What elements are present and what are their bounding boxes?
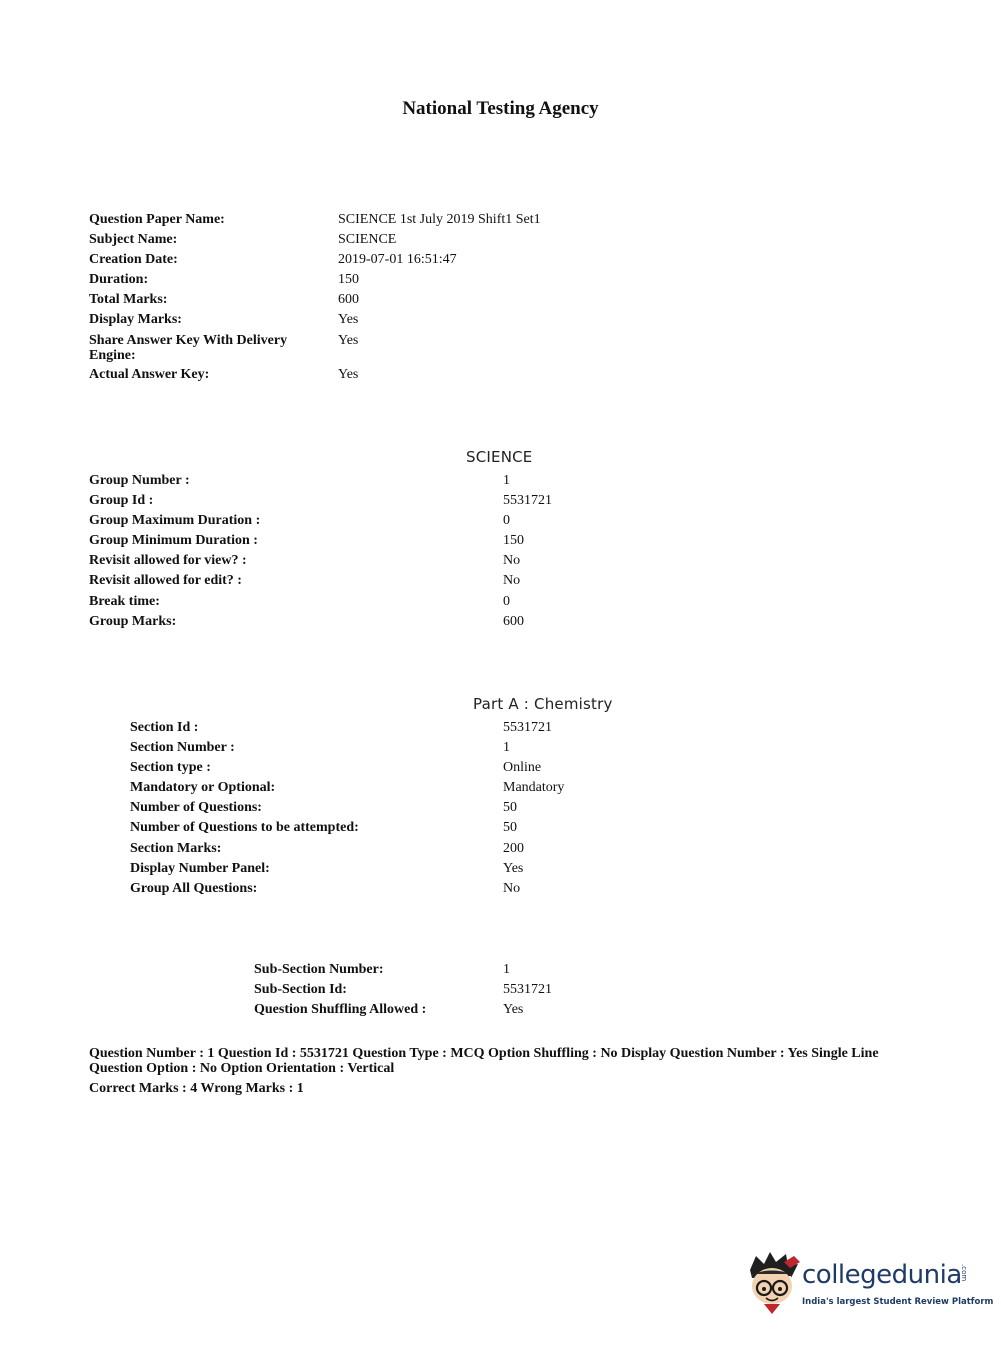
- group-number-label: Group Number :: [89, 473, 190, 488]
- number-panel-label: Display Number Panel:: [130, 861, 270, 876]
- group-id-value: 5531721: [503, 493, 552, 508]
- revisit-edit-label: Revisit allowed for edit? :: [89, 573, 242, 588]
- section-type-label: Section type :: [130, 760, 211, 775]
- group-id-label: Group Id :: [89, 493, 154, 508]
- subsection-number-label: Sub-Section Number:: [254, 962, 384, 977]
- question-marks-line: Correct Marks : 4 Wrong Marks : 1: [89, 1081, 304, 1096]
- paper-name-value: SCIENCE 1st July 2019 Shift1 Set1: [338, 212, 541, 227]
- revisit-view-value: No: [503, 553, 521, 568]
- subsection-id-value: 5531721: [503, 982, 552, 997]
- group-min-duration-label: Group Minimum Duration :: [89, 533, 258, 548]
- group-number-value: 1: [503, 473, 510, 488]
- subsection-number-value: 1: [503, 962, 510, 977]
- section-number-value: 1: [503, 740, 510, 755]
- share-answer-key-value: Yes: [338, 333, 359, 348]
- collegedunia-logo: [742, 1248, 994, 1318]
- break-time-value: 0: [503, 594, 510, 609]
- subsection-id-label: Sub-Section Id:: [254, 982, 347, 997]
- logo-suffix: .com: [960, 1264, 968, 1282]
- mascot-icon: [742, 1248, 802, 1314]
- total-marks-value: 600: [338, 292, 359, 307]
- duration-label: Duration:: [89, 272, 149, 287]
- group-marks-label: Group Marks:: [89, 614, 177, 629]
- section-heading: Part A : Chemistry: [473, 695, 613, 713]
- share-answer-key-label: Share Answer Key With Delivery Engine:: [89, 333, 288, 363]
- total-marks-label: Total Marks:: [89, 292, 168, 307]
- num-attempt-value: 50: [503, 820, 517, 835]
- display-marks-label: Display Marks:: [89, 312, 182, 327]
- section-type-value: Online: [503, 760, 542, 775]
- logo-tagline: India's largest Student Review Platform: [802, 1297, 994, 1307]
- num-questions-value: 50: [503, 800, 517, 815]
- section-number-label: Section Number :: [130, 740, 235, 755]
- question-info-line: Question Number : 1 Question Id : 5531721 Question Type : MCQ Option Shuffling : No Display Question Number : Yes Single Line Question Option : No Option Orientation : Vertical: [89, 1046, 879, 1076]
- group-all-value: No: [503, 881, 521, 896]
- group-min-duration-value: 150: [503, 533, 524, 548]
- duration-value: 150: [338, 272, 359, 287]
- break-time-label: Break time:: [89, 594, 160, 609]
- mandatory-label: Mandatory or Optional:: [130, 780, 276, 795]
- section-id-label: Section Id :: [130, 720, 199, 735]
- num-questions-label: Number of Questions:: [130, 800, 262, 815]
- paper-name-label: Question Paper Name:: [89, 212, 225, 227]
- subject-name-label: Subject Name:: [89, 232, 178, 247]
- display-marks-value: Yes: [338, 312, 359, 327]
- actual-answer-key-value: Yes: [338, 367, 359, 382]
- group-all-label: Group All Questions:: [130, 881, 258, 896]
- subject-name-value: SCIENCE: [338, 232, 397, 247]
- creation-date-value: 2019-07-01 16:51:47: [338, 252, 457, 267]
- section-id-value: 5531721: [503, 720, 552, 735]
- logo-name: collegedunia: [802, 1260, 962, 1290]
- group-max-duration-value: 0: [503, 513, 510, 528]
- section-marks-label: Section Marks:: [130, 841, 222, 856]
- shuffling-value: Yes: [503, 1002, 524, 1017]
- group-heading: SCIENCE: [466, 448, 533, 466]
- group-marks-value: 600: [503, 614, 524, 629]
- actual-answer-key-label: Actual Answer Key:: [89, 367, 210, 382]
- number-panel-value: Yes: [503, 861, 524, 876]
- mandatory-value: Mandatory: [503, 780, 565, 795]
- page-title: National Testing Agency: [402, 98, 599, 119]
- shuffling-label: Question Shuffling Allowed :: [254, 1002, 427, 1017]
- group-max-duration-label: Group Maximum Duration :: [89, 513, 261, 528]
- revisit-view-label: Revisit allowed for view? :: [89, 553, 247, 568]
- section-marks-value: 200: [503, 841, 524, 856]
- revisit-edit-value: No: [503, 573, 521, 588]
- creation-date-label: Creation Date:: [89, 252, 178, 267]
- num-attempt-label: Number of Questions to be attempted:: [130, 820, 359, 835]
